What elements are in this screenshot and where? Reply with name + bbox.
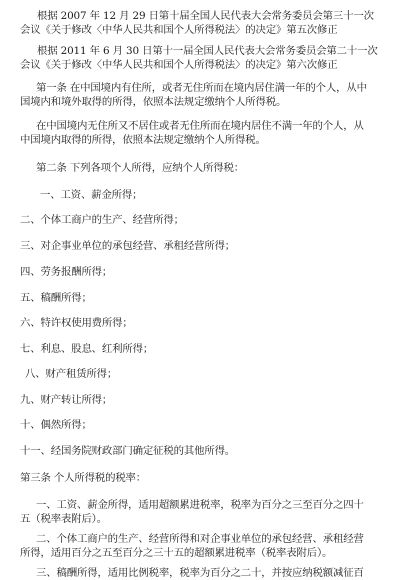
amendment-note-2007-line-2: 会议《关于修改〈中华人民共和国个人所得税法〉的决定》第五次修正 [20,24,338,36]
article-2-item-3: 三、对企事业单位的承包经营、承租经营所得； [20,240,236,252]
article-2-item-11: 十一、经国务院财政部门确定征税的其他所得。 [20,445,236,457]
article-2-item-1: 一、工资、薪金所得； [40,189,143,201]
amendment-note-2011-line-2: 会议《关于修改〈中华人民共和国个人所得税法〉的决定》第六次修正 [20,59,338,71]
article-3-item-2-line-1: 二、个体工商户的生产、经营所得和对企事业单位的承包经营、承租经营 [36,533,364,545]
article-2-item-7: 七、利息、股息、红利所得； [20,343,154,355]
article-3-item-1-line-1: 一、工资、薪金所得，适用超额累进税率，税率为百分之三至百分之四十 [36,499,364,511]
article-1-line-1: 第一条 在中国境内有住所，或者无住所而在境内居住满一年的个人，从中 [36,82,367,94]
article-1-line-2: 国境内和境外取得的所得，依照本法规定缴纳个人所得税。 [20,96,287,108]
article-2-item-5: 五、稿酬所得； [20,292,92,304]
article-2-item-2: 二、个体工商户的生产、经营所得； [20,214,184,226]
article-1-para-2-line-1: 在中国境内无住所又不居住或者无住所而在境内居住不满一年的个人，从 [36,120,364,132]
article-2-item-6: 六、特许权使用费所得； [20,317,133,329]
article-3-item-3-line-1: 三、稿酬所得，适用比例税率，税率为百分之二十，并按应纳税额减征百 [36,567,364,579]
article-1-para-2-line-2: 中国境内取得的所得，依照本法规定缴纳个人所得税。 [20,134,266,146]
article-2-heading: 第二条 下列各项个人所得，应纳个人所得税： [36,162,244,174]
article-2-item-10: 十、偶然所得； [20,419,92,431]
article-3-item-1-line-2: 五（税率表附后）。 [20,513,107,525]
article-2-item-8: 八、财产租赁所得； [25,368,118,380]
article-3-heading: 第三条 个人所得税的税率： [20,472,147,484]
amendment-note-2011-line-1: 根据 2011 年 6 月 30 日第十一届全国人民代表大会常务委员会第二十一次 [37,45,378,57]
article-2-item-9: 九、财产转让所得； [20,394,113,406]
article-2-item-4: 四、劳务报酬所得； [20,266,113,278]
article-3-item-2-line-2: 所得，适用百分之五至百分之三十五的超额累进税率（税率表附后）。 [20,547,333,559]
amendment-note-2007-line-1: 根据 2007 年 12 月 29 日第十届全国人民代表大会常务委员会第三十一次 [37,10,374,22]
